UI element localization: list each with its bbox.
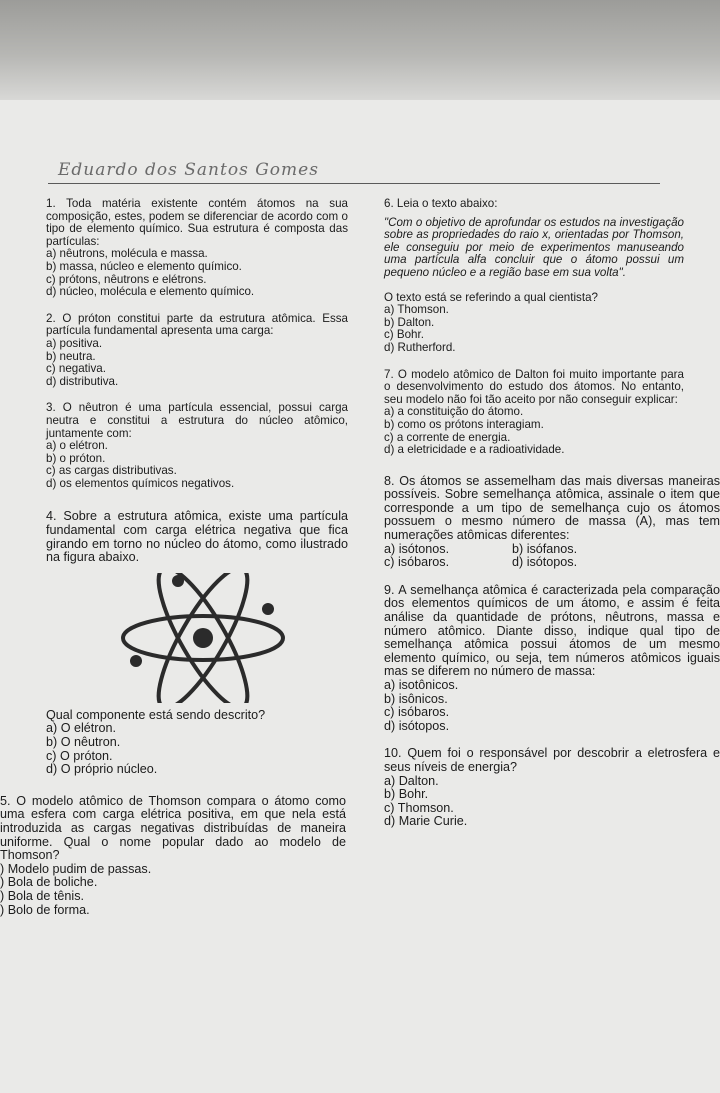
option-d[interactable]: d) núcleo, molécula e elemento químico. [46,285,255,299]
signature-line [48,183,660,184]
option-b[interactable]: b) O nêutron. [46,735,121,750]
option-c[interactable]: c) Bohr. [384,328,424,342]
option-d[interactable]: d) Rutherford. [384,340,456,354]
question-stem: 3. O nêutron é uma partícula essencial, possui carga neutra e constitui a estrutura do núcleo atômico, juntamente com: [46,401,348,440]
option-d[interactable]: d) os elementos químicos negativos. [46,476,235,490]
question-stem: 9. A semelhança atômica é caracterizada pela comparação dos elementos químicos de um átomo, e assim é feita análise da quantidade de prótons, nêutrons, massa e número atômico. Diante disso, indique qual tipo de semelhança atômica possui átomos de um mesmo elemento químico, ou seja, tem números atômicos iguais mas se diferem no número de massa: [384,582,720,679]
option-a[interactable]: a) isótonos. [384,541,450,556]
option-d[interactable]: ) Bolo de forma. [0,902,90,917]
question-stem: 2. O próton constitui parte da estrutura atômica. Essa partícula fundamental apresenta uma carga: [46,311,348,338]
question-10 [384,747,720,829]
option-a[interactable]: a) a constituição do átomo. [384,405,524,419]
left-column [0,197,348,931]
option-a[interactable]: a) Thomson. [384,303,449,317]
question-stem: 1. Toda matéria existente contém átomos na sua composição, estes, podem se diferenciar de acordo com o tipo de elemento químico. Sua estrutura é composta das partículas: [46,197,348,248]
option-c[interactable]: c) O próton. [46,748,113,763]
option-c[interactable]: c) Thomson. [384,800,454,815]
question-2 [46,313,348,389]
option-a[interactable]: a) isotônicos. [384,678,459,692]
question-stem: 7. O modelo atômico de Dalton foi muito importante para o desenvolvimento do estudo dos átomos. No entanto, seu modelo não foi tão aceito por não conseguir explicar: [384,367,684,406]
question-9 [384,584,720,734]
option-c[interactable]: c) as cargas distributivas. [46,464,177,478]
quoted-text: "Com o objetivo de aprofundar os estudos na investigação sobre as propriedades do raio x, orientadas por Thomson, ele conseguiu por meio de experimentos manuseando uma partícula alfa concluir que o átomo possui um pequeno núcleo e a região base em sua volta". [384,215,684,279]
question-prompt: Qual componente está sendo descrito? [46,707,266,722]
option-b[interactable]: b) isônicos. [384,691,448,706]
question-stem: 6. Leia o texto abaixo: [384,197,498,210]
option-d[interactable]: d) Marie Curie. [384,814,468,829]
option-b[interactable]: b) como os prótons interagiam. [384,417,544,431]
option-c[interactable]: c) isóbaros. [384,705,450,720]
option-a[interactable]: a) Dalton. [384,773,439,788]
question-6 [384,198,684,355]
option-a[interactable]: a) positiva. [46,336,103,350]
option-b[interactable]: b) massa, núcleo e elemento químico. [46,259,242,273]
question-stem: 4. Sobre a estrutura atômica, existe uma partícula fundamental com carga elétrica negativa que fica girando em torno no núcleo do átomo, como ilustrado na figura abaixo. [46,509,348,565]
option-d[interactable]: d) distributiva. [46,374,119,388]
option-b[interactable]: b) Bohr. [384,787,429,802]
option-d[interactable]: d) isótopos. [384,718,450,733]
option-d[interactable]: d) a eletricidade e a radioatividade. [384,443,565,457]
question-stem: 5. O modelo atômico de Thomson compara o átomo como uma esfera com carga elétrica positiva, em que nela está introduzida as cargas negativas distribuídas de maneira uniforme. Qual o nome popular dado ao modelo de Thomson? [0,793,346,863]
option-b[interactable]: b) o próton. [46,451,106,465]
option-d[interactable]: d) isótopos. [512,555,578,570]
option-a[interactable]: a) o elétron. [46,439,108,453]
option-c[interactable]: c) a corrente de energia. [384,430,511,444]
option-a[interactable]: ) Modelo pudim de passas. [0,861,152,876]
question-8 [384,475,720,570]
question-4 [46,510,348,776]
right-column [384,198,720,843]
question-stem: 8. Os átomos se assemelham das mais diversas maneiras possíveis. Sobre semelhança atômica, assinale o item que corresponde a um tipo de semelhança cujo os átomos possuem o mesmo número de massa (A), mas tem numerações atômicas diferentes: [384,473,720,543]
question-1 [46,198,348,299]
option-c[interactable]: c) prótons, nêutrons e elétrons. [46,272,207,286]
question-5 [0,795,346,917]
option-a[interactable]: a) nêutrons, molécula e massa. [46,247,208,261]
option-c[interactable]: ) Bola de tênis. [0,888,85,903]
atom-illustration [118,573,288,703]
option-a[interactable]: a) O elétron. [46,721,116,736]
option-b[interactable]: ) Bola de boliche. [0,875,98,890]
option-d[interactable]: d) O próprio núcleo. [46,762,158,777]
option-b[interactable]: b) neutra. [46,349,96,363]
option-c[interactable]: c) negativa. [46,362,106,376]
student-signature: Eduardo dos Santos Gomes [58,160,319,180]
question-3 [46,402,348,490]
option-b[interactable]: b) isófanos. [512,541,578,556]
question-7 [384,369,684,457]
question-stem: 10. Quem foi o responsável por descobrir a eletrosfera e seus níveis de energia? [384,746,720,774]
option-c[interactable]: c) isóbaros. [384,555,450,570]
question-prompt: O texto está se referindo a qual cientista? [384,290,598,304]
option-b[interactable]: b) Dalton. [384,315,435,329]
